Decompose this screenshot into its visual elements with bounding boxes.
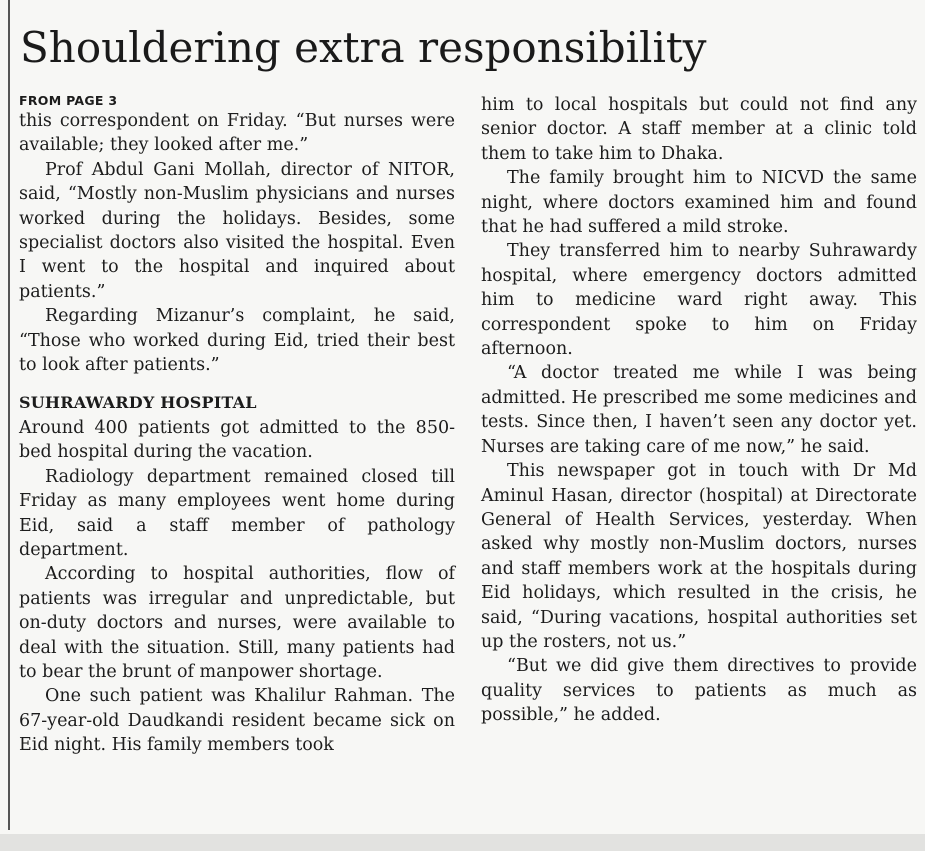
left-column <box>19 93 455 758</box>
paragraph: “But we did give them directives to provide quality services to patients as much as possible,” he added. <box>481 656 917 726</box>
paragraph: Prof Abdul Gani Mollah, director of NITOR, said, “Mostly non-Muslim physicians and nurses worked during the holidays. Besides, some specialist doctors also visited the hospital. Even I went to the hospital and inquired about patients.” <box>19 159 455 302</box>
headline: Shouldering extra responsibility <box>20 23 707 72</box>
section-subhead: SUHRAWARDY HOSPITAL <box>19 393 257 413</box>
continuation-kicker: FROM PAGE 3 <box>19 93 118 108</box>
paragraph: The family brought him to NICVD the same night, where doctors examined him and found that he had suffered a mild stroke. <box>481 168 917 238</box>
column-rule <box>8 0 10 830</box>
paragraph: One such patient was Khalilur Rahman. The 67-year-old Daudkandi resident became sick on Eid night. His family members took <box>19 686 455 756</box>
paragraph: According to hospital authorities, flow of patients was irregular and unpredictable, but on-duty doctors and nurses, were available to deal with the situation. Still, many patients had to bear the brunt of manpower shortage. <box>19 564 455 682</box>
paragraph: Radiology department remained closed till Friday as many employees went home during Eid, said a staff member of pathology department. <box>19 466 455 560</box>
paragraph: This newspaper got in touch with Dr Md Aminul Hasan, director (hospital) at Directorate General of Health Services, yesterday. When asked why mostly non-Muslim doctors, nurses and staff members work at the hospitals during Eid holidays, which resulted in the crisis, he said, “During vacations, hospital authorities set up the rosters, not us.” <box>481 461 917 652</box>
right-column <box>481 93 917 728</box>
paragraph: him to local hospitals but could not find any senior doctor. A staff member at a clinic told them to take him to Dhaka. <box>481 95 917 164</box>
paragraph: “A doctor treated me while I was being admitted. He prescribed me some medicines and tests. Since then, I haven’t seen any doctor yet. Nurses are taking care of me now,” he said. <box>481 363 917 457</box>
paragraph: this correspondent on Friday. “But nurses were available; they looked after me.” <box>19 111 455 156</box>
paragraph: Around 400 patients got admitted to the 850-bed hospital during the vacation. <box>19 417 455 463</box>
paragraph: Regarding Mizanur’s complaint, he said, “Those who worked during Eid, tried their best to look after patients.” <box>19 306 455 376</box>
page-bottom-edge <box>0 834 925 851</box>
paragraph: They transferred him to nearby Suhrawardy hospital, where emergency doctors admitted him to medicine ward right away. This correspondent spoke to him on Friday afternoon. <box>481 241 917 360</box>
